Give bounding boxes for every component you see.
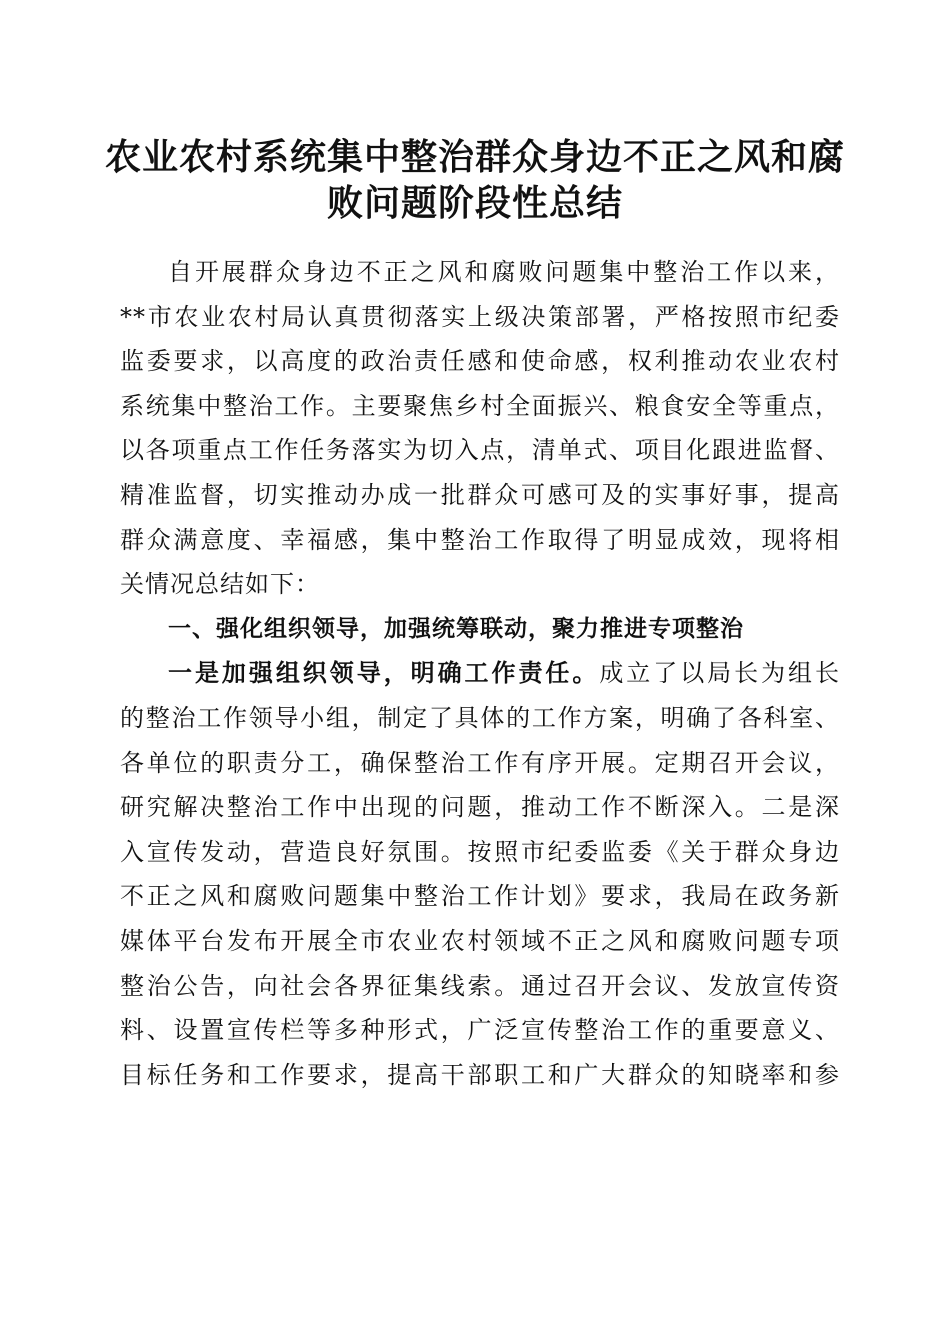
section1-line-1 [120,651,840,696]
section1-lead-rest: 成立了以局长为组长 [599,659,840,688]
intro-line-5: 以各项重点工作任务落实为切入点，清单式、项目化跟进监督、 [120,436,840,465]
section1-line-4: 研究解决整治工作中出现的问题，推动工作不断深入。二是深 [120,793,840,822]
section1-line-6: 不正之风和腐败问题集中整治工作计划》要求，我局在政务新 [120,882,840,911]
intro-line-7: 群众满意度、幸福感，集中整治工作取得了明显成效，现将相 [120,525,840,554]
intro-line-2: **市农业农村局认真贯彻落实上级决策部署，严格按照市纪委 [120,302,840,331]
section1-bold-lead: 一是加强组织领导，明确工作责任。 [168,658,600,688]
section1-line-7: 媒体平台发布开展全市农业农村领域不正之风和腐败问题专项 [120,926,840,955]
title-line-2: 败问题阶段性总结 [326,182,623,224]
section1-line-5: 入宣传发动，营造良好氛围。按照市纪委监委《关于群众身边 [120,837,840,866]
intro-line-8: 关情况总结如下： [120,570,320,599]
section-heading-1: 一、强化组织领导，加强统筹联动，聚力推进专项整治 [168,615,744,642]
section1-line-8: 整治公告，向社会各界征集线索。通过召开会议、发放宣传资 [120,971,840,1000]
section1-line-2: 的整治工作领导小组，制定了具体的工作方案，明确了各科室、 [120,703,840,732]
title-line-1: 农业农村系统集中整治群众身边不正之风和腐 [104,136,845,178]
section1-line-3: 各单位的职责分工，确保整治工作有序开展。定期召开会议， [120,748,840,777]
intro-line-3: 监委要求，以高度的政治责任感和使命感，权利推动农业农村 [120,347,840,376]
document-title [100,134,850,226]
intro-line-6: 精准监督，切实推动办成一批群众可感可及的实事好事，提高 [120,480,840,509]
section1-line-10: 目标任务和工作要求，提高干部职工和广大群众的知晓率和参 [120,1060,840,1089]
intro-line-1: 自开展群众身边不正之风和腐败问题集中整治工作以来， [168,258,840,286]
intro-line-4: 系统集中整治工作。主要聚焦乡村全面振兴、粮食安全等重点， [120,391,840,420]
document-body [120,250,840,1097]
section1-line-9: 料、设置宣传栏等多种形式，广泛宣传整治工作的重要意义、 [120,1016,840,1045]
